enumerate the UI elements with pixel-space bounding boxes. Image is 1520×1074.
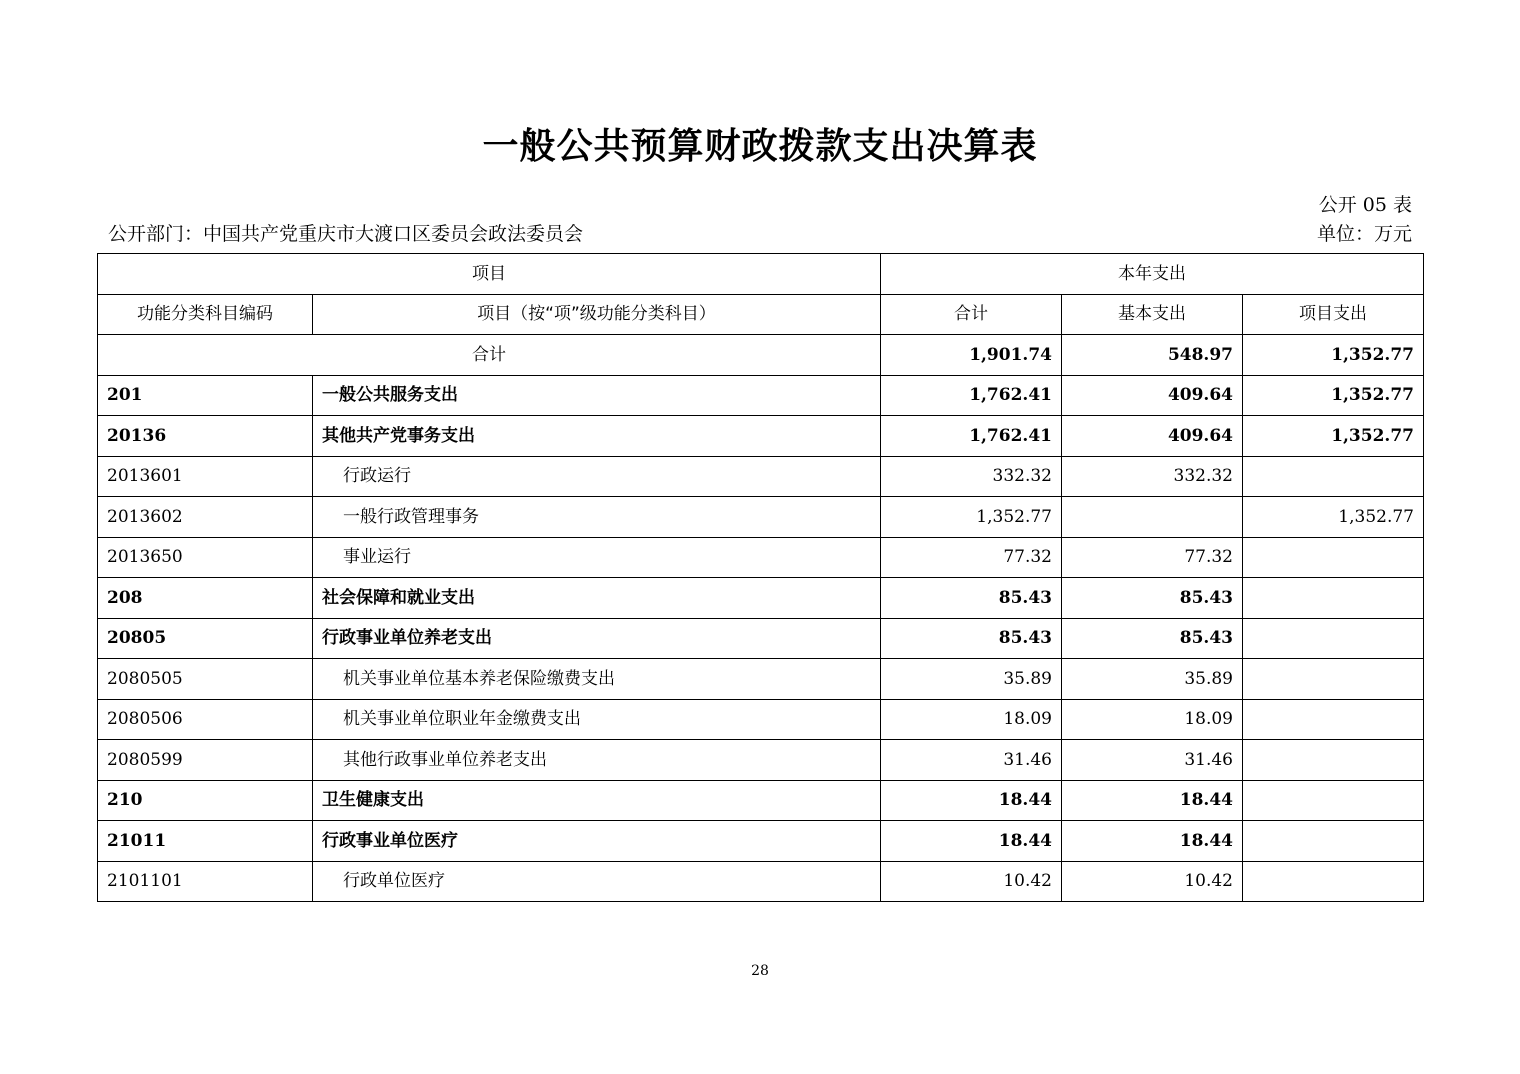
form-number: 公开 05 表 bbox=[1318, 194, 1412, 216]
row-total: 85.43 bbox=[881, 618, 1062, 659]
row-code: 2080506 bbox=[98, 699, 313, 740]
row-project bbox=[1243, 861, 1424, 902]
row-basic bbox=[1062, 497, 1243, 538]
table-row bbox=[98, 537, 1424, 578]
row-project bbox=[1243, 578, 1424, 619]
row-basic: 332.32 bbox=[1062, 456, 1243, 497]
row-total: 18.44 bbox=[881, 821, 1062, 862]
row-code: 21011 bbox=[98, 821, 313, 862]
row-code: 2080599 bbox=[98, 740, 313, 781]
header-row-1 bbox=[98, 254, 1424, 295]
table-row bbox=[98, 780, 1424, 821]
row-total: 1,762.41 bbox=[881, 375, 1062, 416]
unit-label: 单位：万元 bbox=[1316, 223, 1412, 245]
row-code: 20136 bbox=[98, 416, 313, 457]
table-row bbox=[98, 375, 1424, 416]
budget-expenditure-table bbox=[97, 253, 1424, 902]
header-total: 合计 bbox=[881, 294, 1062, 335]
row-name: 一般公共服务支出 bbox=[313, 375, 881, 416]
table-row bbox=[98, 740, 1424, 781]
row-basic: 18.09 bbox=[1062, 699, 1243, 740]
row-project: 1,352.77 bbox=[1243, 416, 1424, 457]
row-basic: 18.44 bbox=[1062, 780, 1243, 821]
row-code: 2013602 bbox=[98, 497, 313, 538]
row-project bbox=[1243, 537, 1424, 578]
row-total: 18.44 bbox=[881, 780, 1062, 821]
row-code: 2013650 bbox=[98, 537, 313, 578]
row-name: 事业运行 bbox=[313, 537, 881, 578]
table-row bbox=[98, 699, 1424, 740]
total-row bbox=[98, 335, 1424, 376]
row-project bbox=[1243, 740, 1424, 781]
row-code: 210 bbox=[98, 780, 313, 821]
row-name: 行政运行 bbox=[313, 456, 881, 497]
row-code: 208 bbox=[98, 578, 313, 619]
row-total: 332.32 bbox=[881, 456, 1062, 497]
row-project: 1,352.77 bbox=[1243, 497, 1424, 538]
table-row bbox=[98, 821, 1424, 862]
department-label: 公开部门：中国共产党重庆市大渡口区委员会政法委员会 bbox=[108, 223, 584, 245]
row-code: 2080505 bbox=[98, 659, 313, 700]
total-row-project: 1,352.77 bbox=[1243, 335, 1424, 376]
row-total: 1,762.41 bbox=[881, 416, 1062, 457]
row-project bbox=[1243, 456, 1424, 497]
header-project-expenditure: 项目支出 bbox=[1243, 294, 1424, 335]
header-code: 功能分类科目编码 bbox=[98, 294, 313, 335]
header-project: 项目 bbox=[98, 254, 881, 295]
row-total: 31.46 bbox=[881, 740, 1062, 781]
header-current-year: 本年支出 bbox=[881, 254, 1424, 295]
total-row-label: 合计 bbox=[98, 335, 881, 376]
row-code: 201 bbox=[98, 375, 313, 416]
page-title: 一般公共预算财政拨款支出决算表 bbox=[482, 126, 1038, 167]
page-number: 28 bbox=[751, 963, 769, 979]
row-basic: 409.64 bbox=[1062, 375, 1243, 416]
row-code: 20805 bbox=[98, 618, 313, 659]
row-project bbox=[1243, 821, 1424, 862]
total-row-basic: 548.97 bbox=[1062, 335, 1243, 376]
row-project bbox=[1243, 699, 1424, 740]
row-project bbox=[1243, 618, 1424, 659]
row-code: 2013601 bbox=[98, 456, 313, 497]
row-total: 77.32 bbox=[881, 537, 1062, 578]
header-row-2 bbox=[98, 294, 1424, 335]
table-row bbox=[98, 416, 1424, 457]
row-name: 卫生健康支出 bbox=[313, 780, 881, 821]
row-name: 行政事业单位医疗 bbox=[313, 821, 881, 862]
row-name: 其他行政事业单位养老支出 bbox=[313, 740, 881, 781]
row-basic: 31.46 bbox=[1062, 740, 1243, 781]
row-basic: 85.43 bbox=[1062, 578, 1243, 619]
row-name: 机关事业单位基本养老保险缴费支出 bbox=[313, 659, 881, 700]
row-total: 85.43 bbox=[881, 578, 1062, 619]
table-row bbox=[98, 456, 1424, 497]
table-row bbox=[98, 861, 1424, 902]
row-project: 1,352.77 bbox=[1243, 375, 1424, 416]
row-name: 行政事业单位养老支出 bbox=[313, 618, 881, 659]
table-row bbox=[98, 618, 1424, 659]
row-code: 2101101 bbox=[98, 861, 313, 902]
row-total: 35.89 bbox=[881, 659, 1062, 700]
table-row bbox=[98, 578, 1424, 619]
row-name: 机关事业单位职业年金缴费支出 bbox=[313, 699, 881, 740]
row-project bbox=[1243, 659, 1424, 700]
header-item: 项目（按“项”级功能分类科目） bbox=[313, 294, 881, 335]
row-basic: 18.44 bbox=[1062, 821, 1243, 862]
row-basic: 85.43 bbox=[1062, 618, 1243, 659]
row-name: 一般行政管理事务 bbox=[313, 497, 881, 538]
row-name: 行政单位医疗 bbox=[313, 861, 881, 902]
row-project bbox=[1243, 780, 1424, 821]
row-total: 1,352.77 bbox=[881, 497, 1062, 538]
row-basic: 10.42 bbox=[1062, 861, 1243, 902]
total-row-total: 1,901.74 bbox=[881, 335, 1062, 376]
table-row bbox=[98, 497, 1424, 538]
row-basic: 409.64 bbox=[1062, 416, 1243, 457]
row-total: 10.42 bbox=[881, 861, 1062, 902]
row-total: 18.09 bbox=[881, 699, 1062, 740]
row-name: 其他共产党事务支出 bbox=[313, 416, 881, 457]
row-basic: 35.89 bbox=[1062, 659, 1243, 700]
row-name: 社会保障和就业支出 bbox=[313, 578, 881, 619]
table-row bbox=[98, 659, 1424, 700]
row-basic: 77.32 bbox=[1062, 537, 1243, 578]
header-basic: 基本支出 bbox=[1062, 294, 1243, 335]
